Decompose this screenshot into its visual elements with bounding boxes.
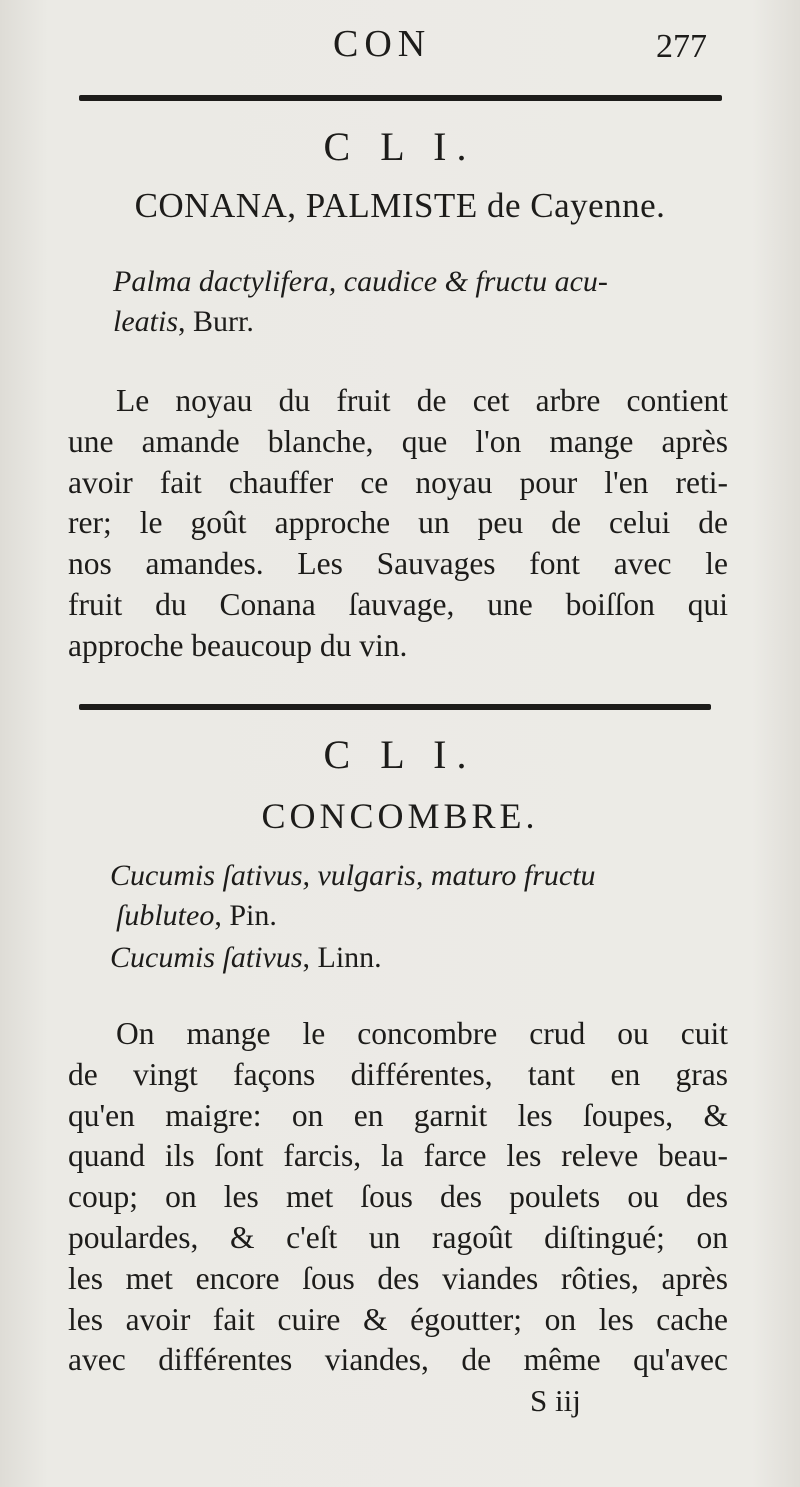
running-title: CON (333, 23, 432, 65)
text-line: rer; le goût approche un peu de celui de (68, 505, 728, 541)
page-number: 277 (656, 28, 707, 65)
section-title: CONANA, PALMISTE de Cayenne. (134, 186, 666, 225)
text-line: fruit du Conana ſauvage, une boiſſon qui (68, 586, 728, 622)
text-line: approche beaucoup du vin. (68, 627, 408, 663)
latin-name: ſubluteo (116, 899, 215, 932)
latin-author: , Linn. (302, 941, 382, 974)
section-divider (79, 95, 722, 101)
section-number: C L I. (323, 124, 477, 169)
latin-name: Cucumis ſativus (110, 941, 303, 974)
signature-mark: S iij (530, 1383, 581, 1418)
latin-name-line (116, 896, 277, 936)
text-line: les met encore ſous des viandes rôties, après (68, 1260, 728, 1296)
text-line: une amande blanche, que l'on mange après (68, 423, 728, 459)
text-line: qu'en maigre: on en garnit les ſoupes, & (68, 1097, 728, 1133)
text-line: quand ils ſont farcis, la farce les releve beau- (68, 1138, 728, 1174)
latin-name-line (110, 938, 382, 978)
latin-name-line (113, 302, 254, 342)
section-number: C L I. (323, 732, 477, 777)
text-line: nos amandes. Les Sauvages font avec le (68, 546, 728, 582)
text-line: On mange le concombre crud ou cuit (116, 1016, 728, 1051)
latin-name: leatis (113, 305, 178, 338)
text-line: coup; on les met ſous des poulets ou des (68, 1179, 728, 1215)
text-line: poulardes, & c'eſt un ragoût diſtingué; on (68, 1219, 728, 1255)
latin-name-line (110, 856, 596, 896)
latin-name: Cucumis ſativus, vulgaris, maturo fructu (110, 859, 596, 892)
text-line: avec différentes viandes, de même qu'avec (68, 1342, 728, 1378)
text-line: avoir fait chauffer ce noyau pour l'en reti- (68, 464, 728, 500)
text-line: de vingt façons différentes, tant en gras (68, 1056, 728, 1092)
latin-name: Palma dactylifera, caudice & fructu acu- (113, 265, 608, 298)
latin-name-line (113, 262, 608, 302)
running-head (0, 22, 800, 70)
section-paragraph (68, 1014, 728, 1381)
text-line: Le noyau du fruit de cet arbre contient (116, 383, 728, 418)
text-line: les avoir fait cuire & égoutter; on les cache (68, 1301, 728, 1337)
latin-author: , Burr. (178, 305, 254, 338)
section-title: CONCOMBRE. (261, 796, 539, 836)
section-paragraph (68, 381, 728, 667)
section-divider (79, 704, 711, 710)
latin-author: , Pin. (214, 899, 277, 932)
